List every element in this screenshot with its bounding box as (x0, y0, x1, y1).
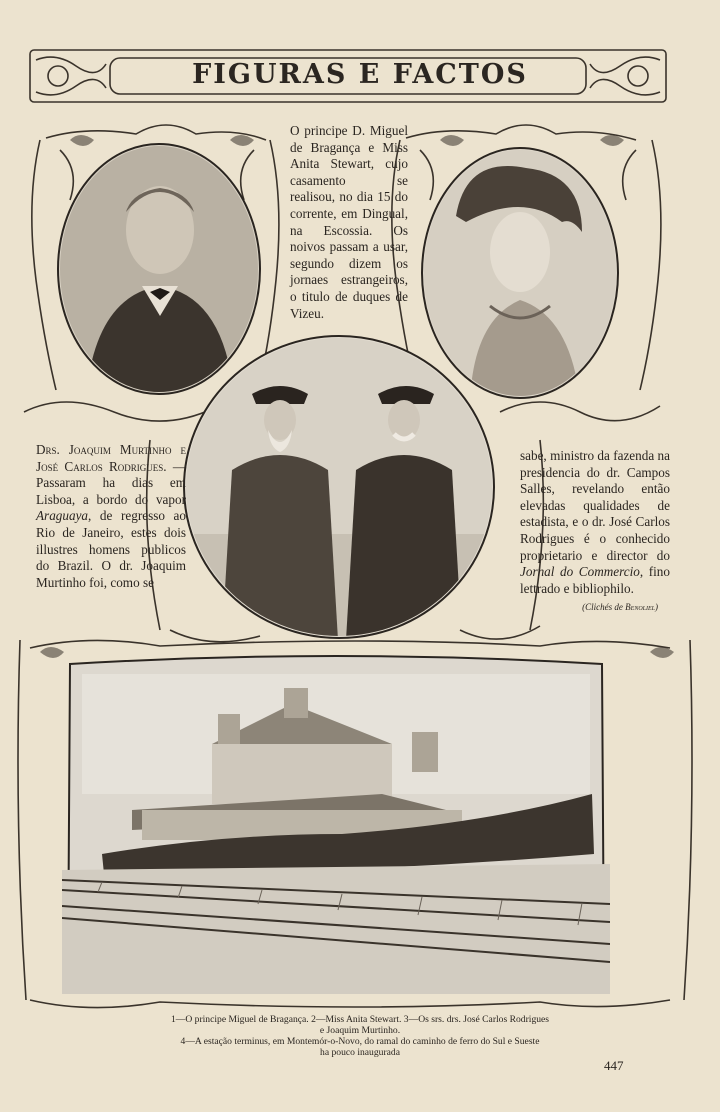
caption-line-1: 1—O principe Miguel de Bragança. 2—Miss Anita Stewart. 3—Os srs. drs. José Carlos Rodrigues (170, 1014, 550, 1025)
article-right-column (520, 448, 670, 597)
page-title: FIGURAS E FACTOS (192, 59, 528, 90)
photo-credit: (Clichés de Benoliel) (582, 602, 658, 612)
newspaper-name: Jornal do Commercio (520, 564, 640, 580)
caption-line-3: 4—A estação terminus, em Montemór-o-Novo, do ramal do caminho de ferro do Sul e Sueste (180, 1036, 540, 1047)
article-left-body: — Passaram ha dias em Lisboa, a bordo do vapor (36, 458, 187, 507)
photo-montemor-station (62, 654, 610, 994)
caption-line-4: ha pouco inaugurada (320, 1047, 400, 1058)
article-right-body: sabe, ministro da fazenda na presidencia do dr. Campos Salles, revelando então elevadas qualidades de estadista, e o dr. José Carlos Rodrigues é o conhecido proprietario e director do (520, 448, 670, 563)
caption-line-2: e Joaquim Murtinho. (319, 1025, 401, 1036)
page-number: 447 (604, 1058, 624, 1073)
ship-name: Araguaya (36, 508, 89, 524)
figure-caption (110, 1014, 610, 1058)
article-heading: Drs. Joaquim Murtinho e José Carlos Rodrigues. (36, 442, 186, 474)
article-right-body-2: , fino lettrado e bibliophilo. (520, 564, 670, 596)
intro-paragraph: O principe D. Miguel de Bragança e Miss Anita Stewart, cujo casamento se realisou, no dia 15 do corrente, em Dingual, na Escossia. Os noivos passam a usar, segundo dizem os jornaes estrangeiros, o titulo de duques de Vizeu. (290, 123, 408, 321)
article-left-body-2: , de regresso ao Rio de Janeiro, estes dois illustres homens publicos do Brazil. O dr. Joaquim Murtinho foi, como se (36, 508, 186, 590)
article-left-column (36, 442, 186, 591)
photo-murtinho-and-rodrigues (182, 334, 496, 640)
